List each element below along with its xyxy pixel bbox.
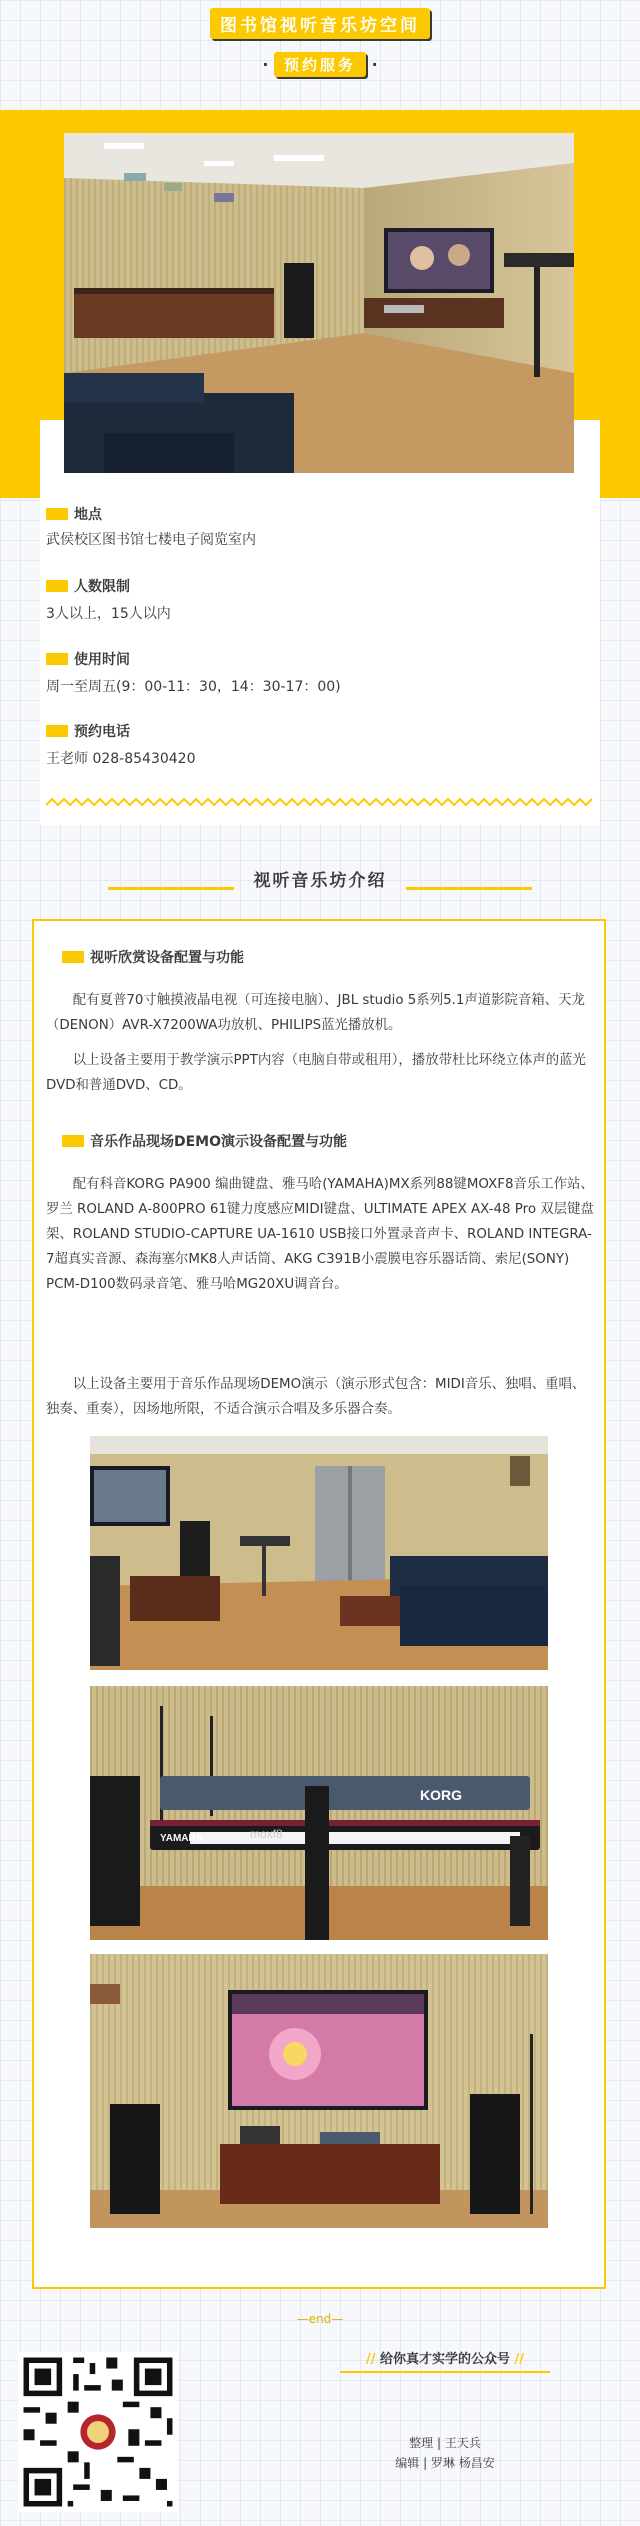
tv-wall-photo bbox=[90, 1954, 548, 2228]
phone-label: 预约电话 bbox=[46, 722, 130, 742]
section2-paragraph-2: 以上设备主要用于音乐作品现场DEMO演示（演示形式包含：MIDI音乐、独唱、重唱、独奏、重奏），因场地所限，不适合演示合唱及多乐器合奏。 bbox=[46, 1377, 586, 1417]
slash-left: // bbox=[365, 2352, 380, 2367]
lounge-photo bbox=[90, 1436, 548, 1670]
section1-heading: 视听欣赏设备配置与功能 bbox=[62, 947, 244, 967]
title-line-right bbox=[406, 887, 532, 890]
location-label: 地点 bbox=[46, 505, 102, 525]
dot-right: · bbox=[366, 55, 378, 74]
section1-paragraph-1: 配有夏普70寸触摸液晶电视（可连接电脑）、JBL studio 5系列5.1声道影院音箱、天龙（DENON）AVR-X7200WA功放机、PHILIPS蓝光播放机。 bbox=[46, 993, 585, 1033]
heading-bar bbox=[62, 1135, 84, 1147]
dot-left: · bbox=[262, 55, 274, 74]
heading-bar bbox=[62, 951, 84, 963]
page-title-text: 图书馆视听音乐坊空间 bbox=[210, 8, 430, 39]
hours-value: 周一至周五(9：00-11：30，14：30-17：00) bbox=[46, 679, 341, 695]
editor-credit: 整理 | 王天兵 bbox=[409, 2436, 481, 2450]
slogan: // 给你真才实学的公众号 // bbox=[365, 2352, 525, 2367]
qr-code[interactable] bbox=[18, 2352, 178, 2512]
phone-value[interactable]: 王老师 028-85430420 bbox=[46, 751, 196, 767]
hours-label: 使用时间 bbox=[46, 650, 130, 670]
location-value: 武侯校区图书馆七楼电子阅览室内 bbox=[46, 532, 256, 548]
moxf-logo: moxf8 bbox=[250, 1827, 283, 1841]
page-subtitle-text: 预约服务 bbox=[274, 52, 366, 77]
end-mark: —end— bbox=[296, 2312, 344, 2326]
section2-heading: 音乐作品现场DEMO演示设备配置与功能 bbox=[62, 1131, 347, 1151]
section1-paragraph-2: 以上设备主要用于教学演示PPT内容（电脑自带或租用），播放带杜比环绕立体声的蓝光DVD和普通DVD、CD。 bbox=[46, 1053, 586, 1093]
section2-paragraph-1: 配有科音KORG PA900 编曲键盘、雅马哈(YAMAHA)MX系列88键MOXF8音乐工作站、罗兰 ROLAND A-800PRO 61键力度感应MIDI键盘、ULTIMATE APEX AX-48 Pro 双层键盘架、ROLAND STUDIO-CAPTURE UA-1610 USB接口外置录音声卡、ROLAND INTEGRA-7超真实音源、森海塞尔MK8人声话筒、AKG C391B小震膜电容乐器话筒、索尼(SONY) PCM-D100数码录音笔、雅马哈MG20XU调音台。 bbox=[46, 1177, 594, 1292]
zigzag-divider bbox=[46, 796, 594, 808]
label-bar bbox=[46, 508, 68, 520]
label-bar bbox=[46, 725, 68, 737]
page-title bbox=[0, 8, 640, 39]
label-bar bbox=[46, 653, 68, 665]
page-subtitle bbox=[0, 52, 640, 77]
yamaha-logo: YAMAHA bbox=[160, 1833, 203, 1844]
capacity-value: 3人以上，15人以内 bbox=[46, 606, 171, 622]
editor-credit-2: 编辑 | 罗琳 杨昌安 bbox=[395, 2456, 495, 2470]
capacity-label: 人数限制 bbox=[46, 577, 130, 597]
label-bar bbox=[46, 580, 68, 592]
intro-title: 视听音乐坊介绍 bbox=[253, 871, 387, 891]
keyboards-photo bbox=[90, 1686, 548, 1940]
slogan-underline bbox=[340, 2371, 550, 2373]
room-photo bbox=[64, 133, 574, 473]
slash-right: // bbox=[510, 2352, 525, 2367]
korg-logo: KORG bbox=[420, 1787, 462, 1803]
